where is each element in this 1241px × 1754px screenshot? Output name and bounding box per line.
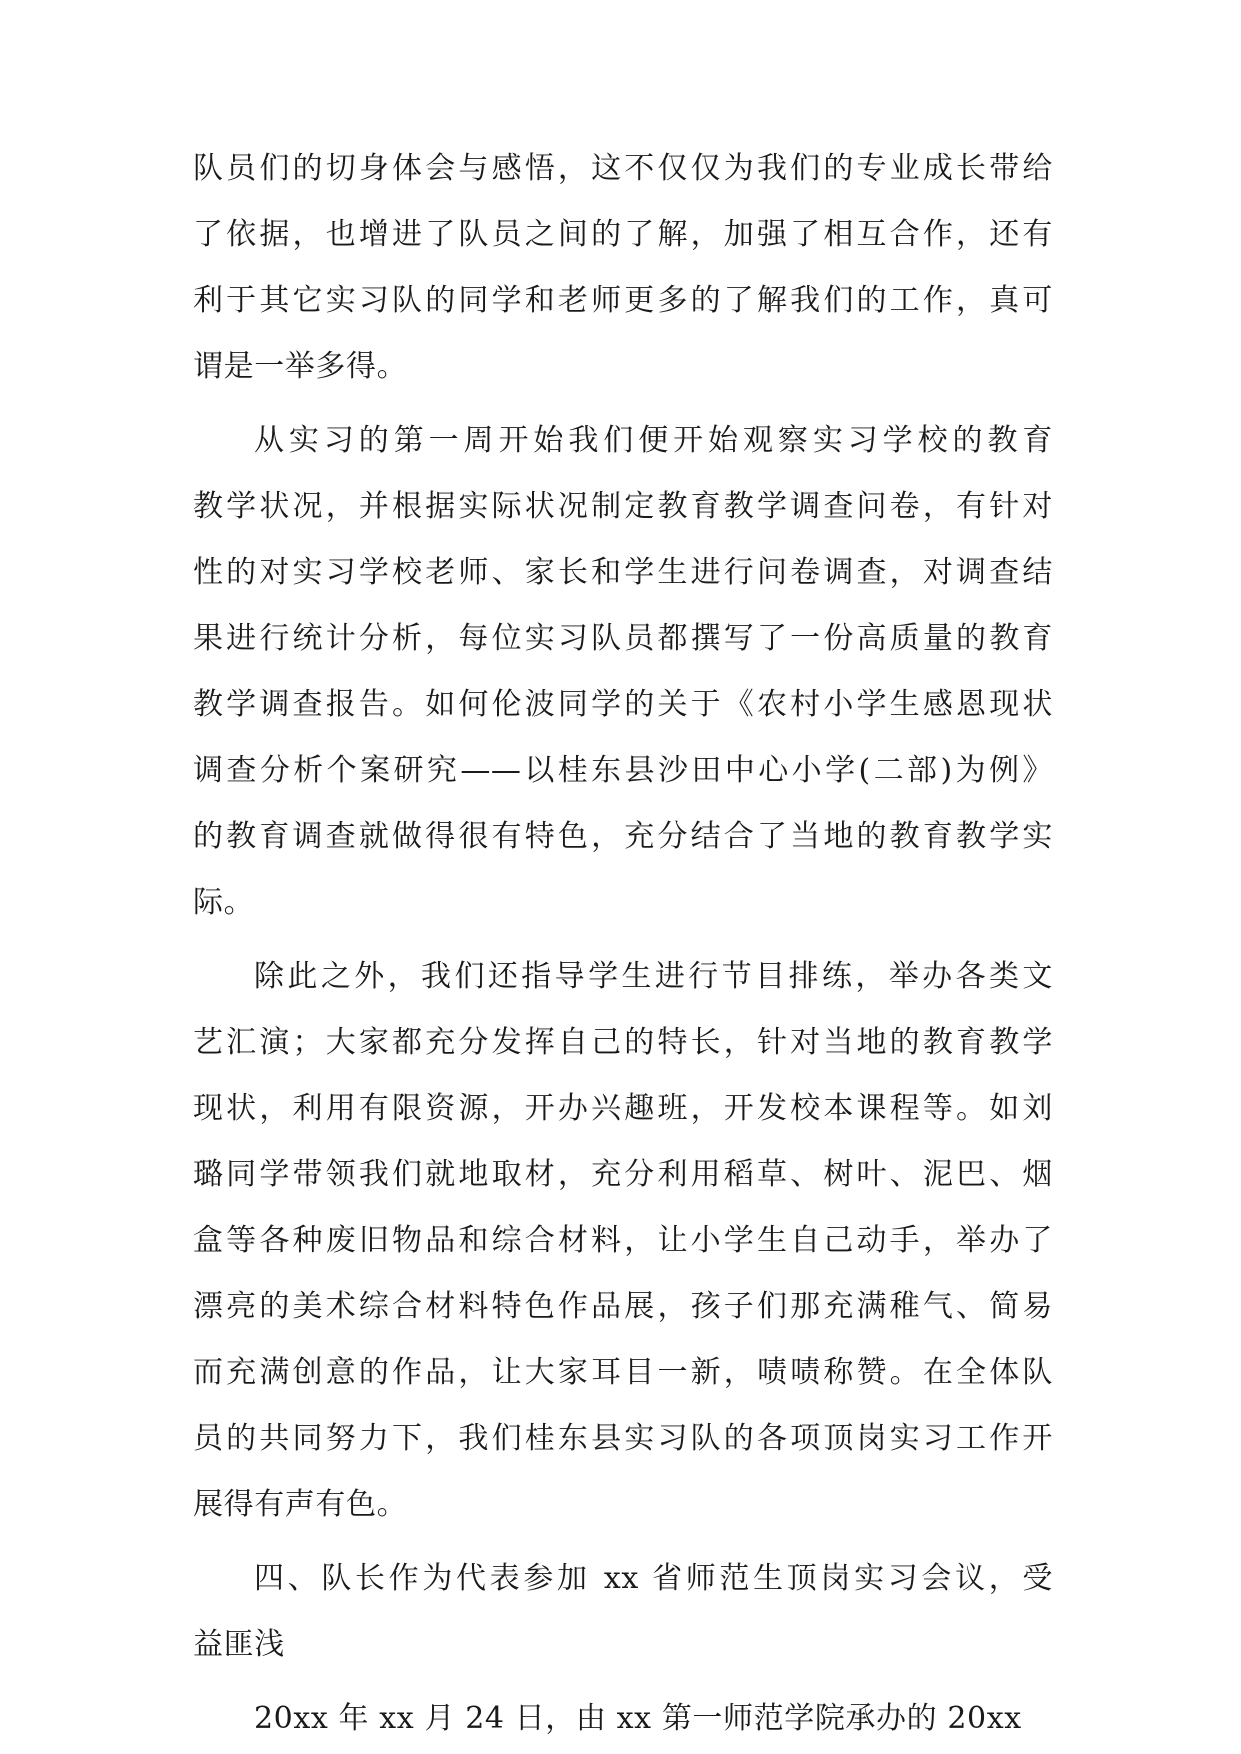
text-line: 调查分析个案研究——以桂东县沙田中心小学(二部)为例》 <box>193 753 1053 788</box>
text-line: 四、队长作为代表参加 xx 省师范生顶岗实习会议，受 <box>254 1561 1053 1596</box>
text-line: 员的共同努力下，我们桂东县实习队的各项顶岗实习工作开 <box>193 1421 1053 1456</box>
text-line: 性的对实习学校老师、家长和学生进行问卷调查，对调查结 <box>193 555 1053 590</box>
text-line: 除此之外，我们还指导学生进行节目排练，举办各类文 <box>254 959 1053 994</box>
text-line: 现状，利用有限资源，开办兴趣班，开发校本课程等。如刘 <box>193 1091 1053 1126</box>
text-line: 展得有声有色。 <box>193 1487 408 1522</box>
text-line: 了依据，也增进了队员之间的了解，加强了相互合作，还有 <box>193 217 1053 252</box>
text-line: 漂亮的美术综合材料特色作品展，孩子们那充满稚气、简易 <box>193 1289 1053 1324</box>
text-line: 谓是一举多得。 <box>193 349 408 384</box>
text-line: 教学状况，并根据实际状况制定教育教学调查问卷，有针对 <box>193 489 1053 524</box>
text-line: 艺汇演；大家都充分发挥自己的特长，针对当地的教育教学 <box>193 1025 1053 1060</box>
text-line: 20xx 年 xx 月 24 日，由 xx 第一师范学院承办的 20xx <box>254 1701 1022 1736</box>
text-line: 际。 <box>193 885 255 920</box>
text-line: 果进行统计分析，每位实习队员都撰写了一份高质量的教育 <box>193 621 1053 656</box>
text-line: 利于其它实习队的同学和老师更多的了解我们的工作，真可 <box>193 283 1053 318</box>
text-line: 璐同学带领我们就地取材，充分利用稻草、树叶、泥巴、烟 <box>193 1157 1053 1192</box>
text-line: 益匪浅 <box>193 1627 285 1662</box>
text-line: 从实习的第一周开始我们便开始观察实习学校的教育 <box>254 423 1053 458</box>
text-line: 队员们的切身体会与感悟，这不仅仅为我们的专业成长带给 <box>193 151 1053 186</box>
text-line: 盒等各种废旧物品和综合材料，让小学生自己动手，举办了 <box>193 1223 1053 1258</box>
text-line: 教学调查报告。如何伦波同学的关于《农村小学生感恩现状 <box>193 687 1053 722</box>
text-line: 的教育调查就做得很有特色，充分结合了当地的教育教学实 <box>193 819 1053 854</box>
text-line: 而充满创意的作品，让大家耳目一新，啧啧称赞。在全体队 <box>193 1355 1053 1390</box>
